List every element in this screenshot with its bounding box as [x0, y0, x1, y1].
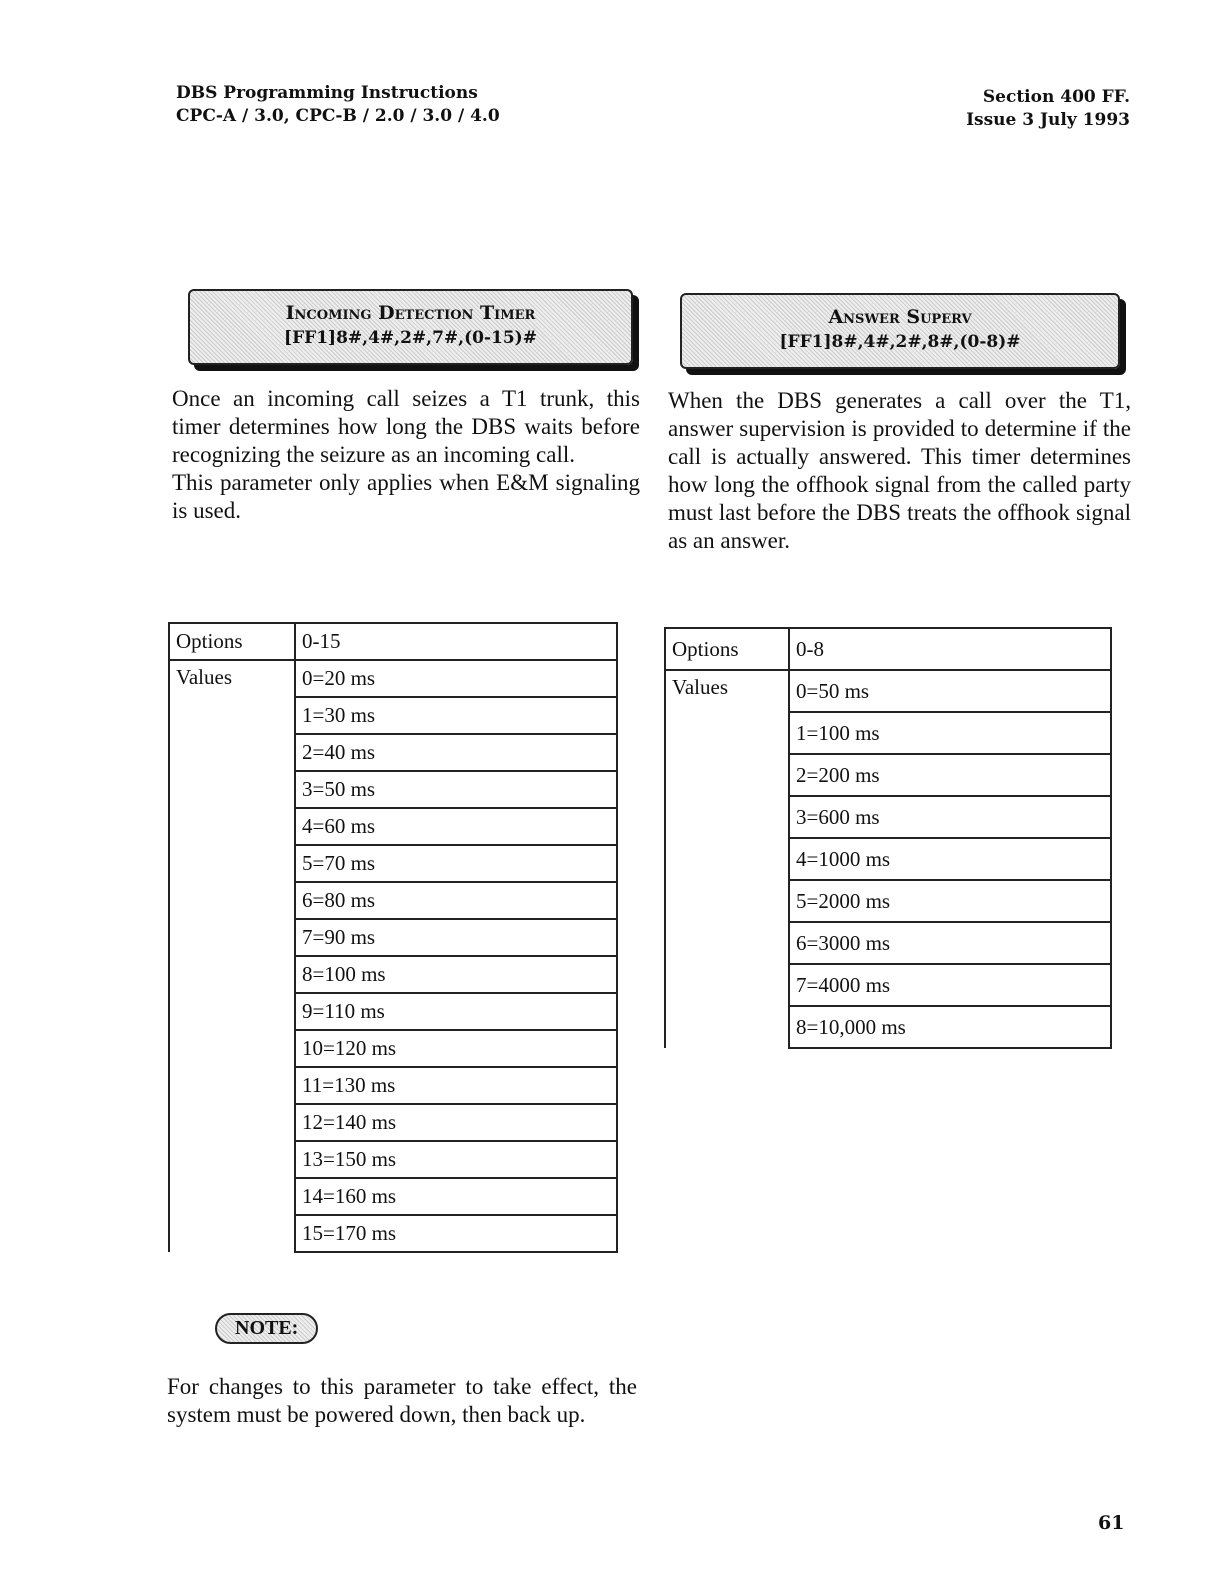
header-right: [966, 86, 1130, 132]
left-body: [172, 385, 640, 525]
value-cell: 7=90 ms: [295, 919, 617, 956]
issue-date: Issue 3 July 1993: [966, 110, 1130, 130]
section-label: Section 400 FF.: [982, 87, 1130, 107]
doc-versions: CPC-A / 3.0, CPC-B / 2.0 / 3.0 / 4.0: [176, 106, 500, 126]
value-cell: 5=2000 ms: [789, 880, 1111, 922]
value-cell: 10=120 ms: [295, 1030, 617, 1067]
value-cell: 3=50 ms: [295, 771, 617, 808]
options-label: Options: [665, 628, 789, 670]
options-label: Options: [169, 623, 295, 660]
note-text: For changes to this parameter to take effect, the system must be powered down, then back up.: [167, 1374, 637, 1427]
value-cell: 6=80 ms: [295, 882, 617, 919]
options-value: 0-8: [789, 628, 1111, 670]
options-value: 0-15: [295, 623, 617, 660]
values-label: Values: [665, 670, 789, 1048]
value-cell: 15=170 ms: [295, 1215, 617, 1252]
value-cell: 8=100 ms: [295, 956, 617, 993]
left-body-text: Once an incoming call seizes a T1 trunk, this timer determines how long the DBS waits before recognizing the seizure as an incoming call.: [172, 386, 640, 467]
left-code: [FF1]8#,4#,2#,7#,(0-15)#: [284, 328, 537, 348]
right-title: Answer Superv: [828, 306, 972, 328]
value-cell: 0=20 ms: [295, 660, 617, 697]
value-cell: 2=200 ms: [789, 754, 1111, 796]
value-cell: 1=30 ms: [295, 697, 617, 734]
value-cell: 5=70 ms: [295, 845, 617, 882]
left-title: Incoming Detection Timer: [285, 302, 536, 324]
left-options-table: [168, 622, 618, 1253]
value-cell: 3=600 ms: [789, 796, 1111, 838]
right-title-box: [680, 293, 1120, 369]
header-left: [176, 82, 500, 128]
value-cell: 8=10,000 ms: [789, 1006, 1111, 1048]
right-body-text: When the DBS generates a call over the T1, answer supervision is provided to determine if the call is actually answered. This timer determines how long the offhook signal from the called party must last before the DBS treats the offhook signal as an answer.: [668, 388, 1131, 553]
value-cell: 4=1000 ms: [789, 838, 1111, 880]
right-options-table: [664, 627, 1112, 1049]
value-cell: 1=100 ms: [789, 712, 1111, 754]
value-cell: 7=4000 ms: [789, 964, 1111, 1006]
value-cell: 6=3000 ms: [789, 922, 1111, 964]
note-badge: NOTE:: [215, 1313, 318, 1344]
left-body-text-2: This parameter only applies when E&M signaling is used.: [172, 470, 640, 523]
doc-title: DBS Programming Instructions: [176, 83, 478, 103]
value-cell: 11=130 ms: [295, 1067, 617, 1104]
value-cell: 2=40 ms: [295, 734, 617, 771]
value-cell: 4=60 ms: [295, 808, 617, 845]
value-cell: 0=50 ms: [789, 670, 1111, 712]
values-label: Values: [169, 660, 295, 1252]
right-code: [FF1]8#,4#,2#,8#,(0-8)#: [779, 332, 1021, 352]
value-cell: 13=150 ms: [295, 1141, 617, 1178]
page-number: 61: [1098, 1512, 1125, 1534]
value-cell: 9=110 ms: [295, 993, 617, 1030]
left-title-box: [188, 289, 633, 365]
value-cell: 12=140 ms: [295, 1104, 617, 1141]
value-cell: 14=160 ms: [295, 1178, 617, 1215]
